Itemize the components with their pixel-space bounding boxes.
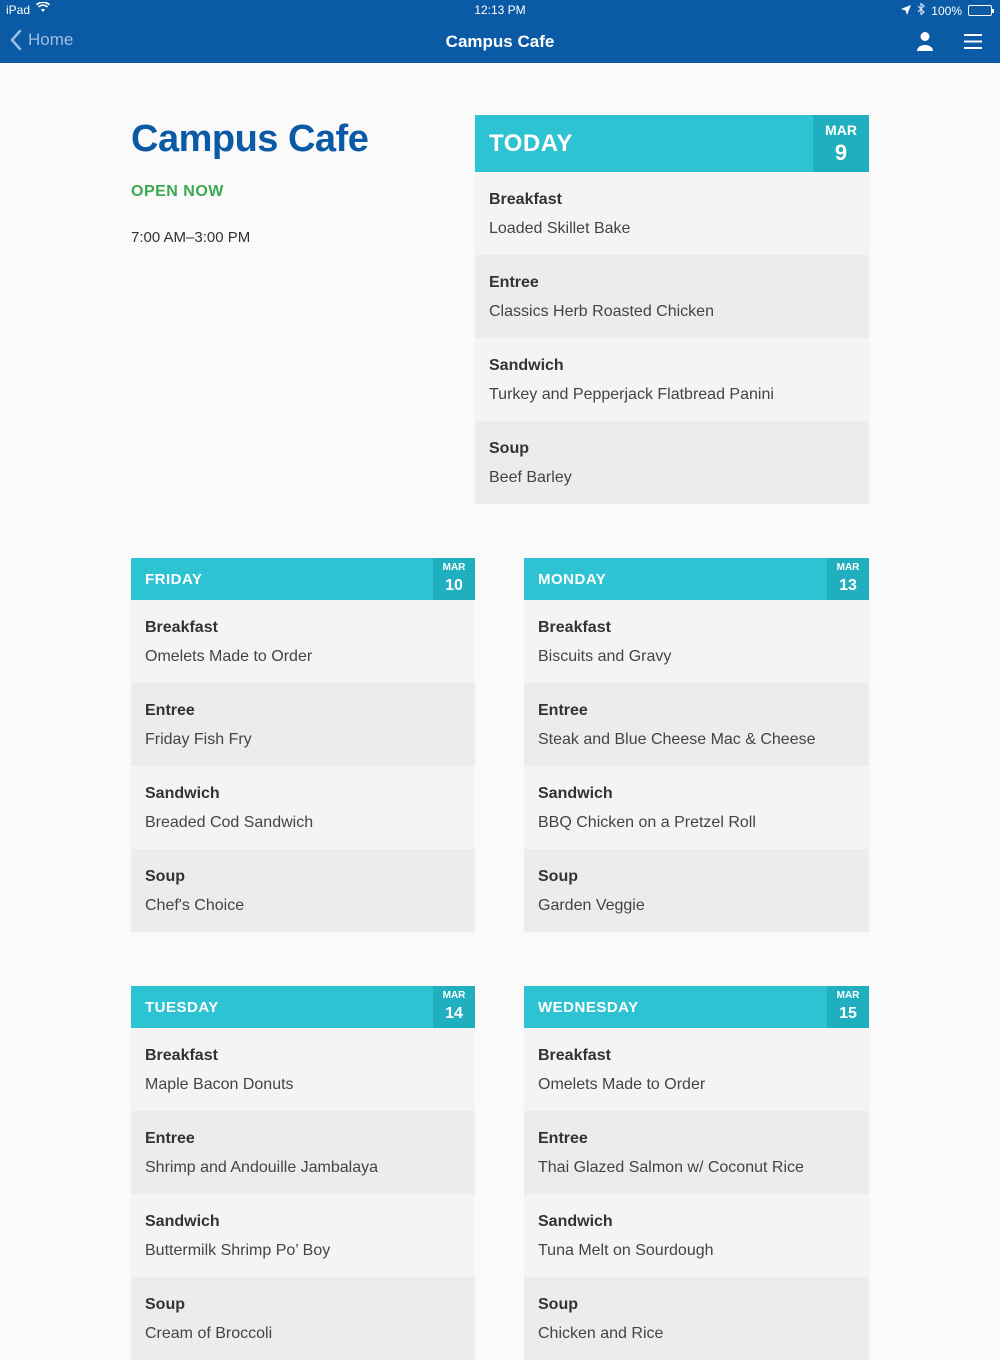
menu-item — [131, 1111, 475, 1194]
meal-label: Entree — [145, 702, 195, 719]
dish-name: Biscuits and Gravy — [538, 648, 672, 665]
page-title: Campus Cafe — [131, 118, 369, 160]
menu-item — [524, 600, 869, 683]
dish-name: Friday Fish Fry — [145, 731, 252, 748]
card-header — [524, 558, 869, 600]
menu-item — [131, 849, 475, 932]
dish-name: Chicken and Rice — [538, 1325, 664, 1342]
dish-name: Turkey and Pepperjack Flatbread Panini — [489, 386, 774, 403]
day-menu-card-monday — [524, 558, 869, 932]
location-arrow-icon — [901, 4, 911, 18]
status-time: 12:13 PM — [474, 3, 526, 17]
dish-name: Chef's Choice — [145, 897, 245, 914]
day-label: MONDAY — [538, 571, 607, 588]
menu-item — [131, 1028, 475, 1111]
battery-percent: 100% — [931, 3, 962, 18]
day-menu-card-tuesday — [131, 986, 475, 1360]
menu-item — [524, 1028, 869, 1111]
date-month: MAR — [442, 990, 466, 1001]
nav-title: Campus Cafe — [445, 32, 555, 51]
dish-name: Beef Barley — [489, 469, 572, 486]
meal-label: Breakfast — [538, 1047, 611, 1064]
date-day: 15 — [839, 1005, 857, 1022]
menu-item — [131, 600, 475, 683]
meal-label: Sandwich — [538, 785, 613, 802]
meal-label: Soup — [145, 868, 185, 885]
menu-item — [475, 421, 869, 504]
menu-item — [524, 1277, 869, 1360]
bluetooth-icon — [917, 3, 925, 18]
battery-icon — [968, 5, 992, 16]
card-header — [131, 986, 475, 1028]
meal-label: Sandwich — [145, 785, 220, 802]
user-icon[interactable] — [916, 31, 934, 51]
menu-item — [131, 1277, 475, 1360]
dish-name: Loaded Skillet Bake — [489, 220, 631, 237]
dish-name: Steak and Blue Cheese Mac & Cheese — [538, 731, 816, 748]
date-badge — [433, 558, 475, 600]
date-day: 13 — [839, 577, 857, 594]
meal-label: Soup — [489, 440, 529, 457]
today-menu-card — [475, 115, 869, 504]
menu-item — [131, 1194, 475, 1277]
menu-item — [524, 849, 869, 932]
open-status: OPEN NOW — [131, 183, 224, 200]
dish-name: Garden Veggie — [538, 897, 645, 914]
dish-name: Tuna Melt on Sourdough — [538, 1242, 714, 1259]
menu-item — [524, 1111, 869, 1194]
meal-label: Entree — [538, 702, 588, 719]
date-month: MAR — [836, 562, 860, 573]
menu-item — [131, 766, 475, 849]
meal-label: Soup — [538, 1296, 578, 1313]
menu-item — [475, 255, 869, 338]
meal-label: Soup — [538, 868, 578, 885]
day-label: FRIDAY — [145, 571, 203, 588]
meal-label: Entree — [538, 1130, 588, 1147]
meal-label: Breakfast — [145, 1047, 218, 1064]
day-label: TUESDAY — [145, 999, 219, 1016]
meal-label: Breakfast — [145, 619, 218, 636]
menu-item — [475, 172, 869, 255]
menu-item — [131, 683, 475, 766]
meal-label: Breakfast — [538, 619, 611, 636]
navigation-bar — [0, 20, 1000, 63]
date-badge — [433, 986, 475, 1028]
dish-name: Thai Glazed Salmon w/ Coconut Rice — [538, 1159, 804, 1176]
dish-name: BBQ Chicken on a Pretzel Roll — [538, 814, 756, 831]
date-badge — [827, 986, 869, 1028]
dish-name: Omelets Made to Order — [145, 648, 313, 665]
dish-name: Classics Herb Roasted Chicken — [489, 303, 714, 320]
date-month: MAR — [442, 562, 466, 573]
menu-item — [524, 683, 869, 766]
card-header — [131, 558, 475, 600]
meal-label: Entree — [145, 1130, 195, 1147]
date-badge — [813, 115, 869, 172]
device-label: iPad — [6, 3, 31, 17]
date-day: 10 — [445, 577, 463, 594]
status-bar — [0, 0, 1000, 20]
dish-name: Breaded Cod Sandwich — [145, 814, 314, 831]
meal-label: Entree — [489, 274, 539, 291]
dish-name: Omelets Made to Order — [538, 1076, 706, 1093]
day-menu-card-friday — [131, 558, 475, 932]
menu-item — [524, 1194, 869, 1277]
top-bar — [0, 0, 1000, 63]
date-day: 9 — [834, 140, 848, 165]
dish-name: Shrimp and Andouille Jambalaya — [145, 1159, 379, 1176]
meal-label: Sandwich — [145, 1213, 220, 1230]
menu-item — [475, 338, 869, 421]
meal-label: Sandwich — [489, 357, 564, 374]
dish-name: Maple Bacon Donuts — [145, 1076, 294, 1093]
day-label: TODAY — [489, 130, 573, 157]
hours-text: 7:00 AM–3:00 PM — [131, 229, 251, 246]
date-day: 14 — [445, 1005, 463, 1022]
day-menu-card-wednesday — [524, 986, 869, 1360]
card-header — [524, 986, 869, 1028]
meal-label: Soup — [145, 1296, 185, 1313]
date-badge — [827, 558, 869, 600]
meal-label: Sandwich — [538, 1213, 613, 1230]
meal-label: Breakfast — [489, 191, 562, 208]
menu-item — [524, 766, 869, 849]
date-month: MAR — [836, 990, 860, 1001]
date-month: MAR — [825, 122, 857, 138]
dish-name: Buttermilk Shrimp Po’ Boy — [145, 1242, 331, 1259]
day-label: WEDNESDAY — [538, 999, 639, 1016]
dish-name: Cream of Broccoli — [145, 1325, 273, 1342]
back-label: Home — [28, 30, 74, 49]
menu-icon[interactable] — [964, 34, 982, 49]
card-header — [475, 115, 869, 172]
